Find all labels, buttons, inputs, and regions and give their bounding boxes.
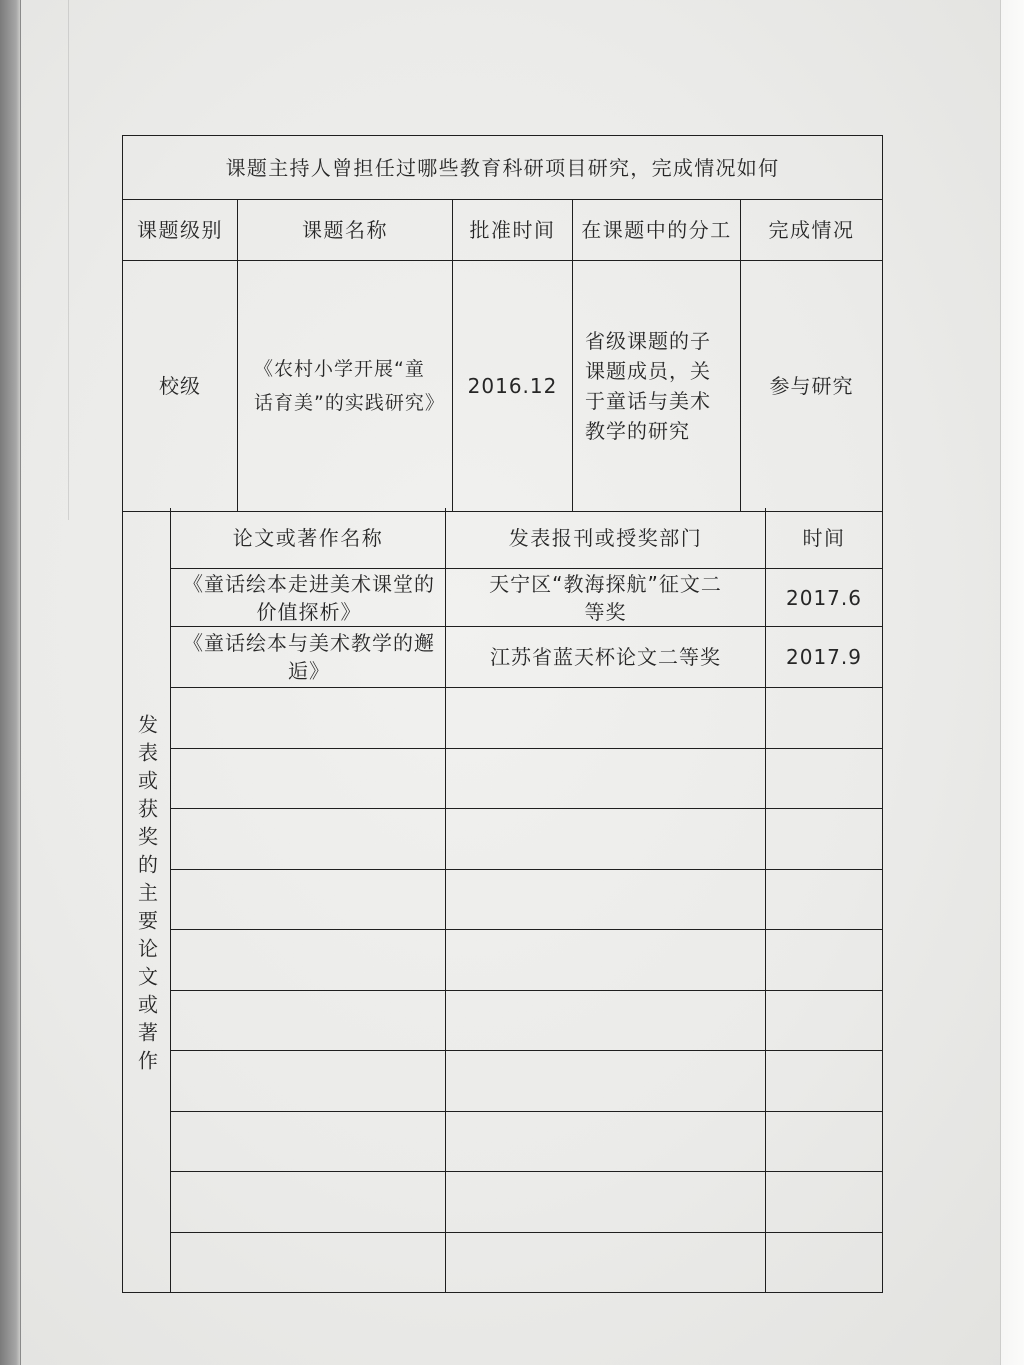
header-level: 课题级别 bbox=[123, 200, 238, 261]
empty-date-cell bbox=[766, 1232, 883, 1293]
header-paper-title: 论文或著作名称 bbox=[171, 508, 446, 569]
project-status: 参与研究 bbox=[741, 261, 883, 512]
empty-publisher-cell bbox=[446, 1172, 766, 1233]
empty-title-cell bbox=[171, 1172, 446, 1233]
empty-date-cell bbox=[766, 930, 883, 991]
paper-row-empty bbox=[123, 688, 883, 749]
empty-publisher-cell bbox=[446, 869, 766, 930]
paper-row bbox=[123, 569, 883, 627]
paper-row-empty bbox=[123, 869, 883, 930]
empty-title-cell bbox=[171, 990, 446, 1051]
header-approved: 批准时间 bbox=[453, 200, 573, 261]
paper-row-empty bbox=[123, 930, 883, 991]
paper-row bbox=[123, 627, 883, 688]
paper-title: 《童话绘本走进美术课堂的价值探析》 bbox=[171, 569, 446, 627]
empty-title-cell bbox=[171, 1111, 446, 1172]
folder-edge bbox=[0, 0, 21, 1365]
papers-table bbox=[122, 508, 883, 1293]
empty-publisher-cell bbox=[446, 990, 766, 1051]
paper-publisher: 天宁区“教海探航”征文二等奖 bbox=[446, 569, 766, 627]
empty-date-cell bbox=[766, 869, 883, 930]
empty-date-cell bbox=[766, 748, 883, 809]
paper-row-empty bbox=[123, 990, 883, 1051]
papers-section-label-text: 发表或获奖的主要论文或著作 bbox=[134, 714, 159, 1078]
empty-publisher-cell bbox=[446, 688, 766, 749]
paper-publisher: 江苏省蓝天杯论文二等奖 bbox=[446, 627, 766, 688]
projects-header-row bbox=[123, 200, 883, 261]
empty-title-cell bbox=[171, 1051, 446, 1112]
paper-row-empty bbox=[123, 809, 883, 870]
empty-publisher-cell bbox=[446, 1111, 766, 1172]
empty-date-cell bbox=[766, 1051, 883, 1112]
empty-publisher-cell bbox=[446, 1232, 766, 1293]
header-date: 时间 bbox=[766, 508, 883, 569]
paper-row-empty bbox=[123, 1172, 883, 1233]
papers-section-label bbox=[123, 508, 171, 1293]
empty-title-cell bbox=[171, 688, 446, 749]
empty-date-cell bbox=[766, 809, 883, 870]
empty-date-cell bbox=[766, 688, 883, 749]
project-level: 校级 bbox=[123, 261, 238, 512]
header-role: 在课题中的分工 bbox=[573, 200, 741, 261]
header-status: 完成情况 bbox=[741, 200, 883, 261]
empty-publisher-cell bbox=[446, 1051, 766, 1112]
under-sheet-edge bbox=[68, 0, 69, 520]
empty-title-cell bbox=[171, 748, 446, 809]
section-title: 课题主持人曾担任过哪些教育科研项目研究，完成情况如何 bbox=[123, 136, 883, 200]
paper-title: 《童话绘本与美术教学的邂逅》 bbox=[171, 627, 446, 688]
header-name: 课题名称 bbox=[238, 200, 453, 261]
project-role: 省级课题的子课题成员，关于童话与美术教学的研究 bbox=[573, 261, 741, 512]
next-page-edge bbox=[1000, 0, 1024, 1365]
project-name: 《农村小学开展“童话育美”的实践研究》 bbox=[238, 261, 453, 512]
empty-title-cell bbox=[171, 869, 446, 930]
paper-row-empty bbox=[123, 1232, 883, 1293]
empty-date-cell bbox=[766, 1111, 883, 1172]
project-approved: 2016.12 bbox=[453, 261, 573, 512]
paper-date: 2017.9 bbox=[766, 627, 883, 688]
empty-title-cell bbox=[171, 809, 446, 870]
header-publisher: 发表报刊或授奖部门 bbox=[446, 508, 766, 569]
empty-date-cell bbox=[766, 990, 883, 1051]
research-projects-table bbox=[122, 135, 883, 512]
empty-publisher-cell bbox=[446, 748, 766, 809]
papers-header-row bbox=[123, 508, 883, 569]
empty-date-cell bbox=[766, 1172, 883, 1233]
project-row bbox=[123, 261, 883, 512]
empty-publisher-cell bbox=[446, 930, 766, 991]
paper-row-empty bbox=[123, 1051, 883, 1112]
paper-date: 2017.6 bbox=[766, 569, 883, 627]
section-title-row bbox=[123, 136, 883, 200]
empty-title-cell bbox=[171, 930, 446, 991]
paper-row-empty bbox=[123, 1111, 883, 1172]
empty-title-cell bbox=[171, 1232, 446, 1293]
empty-publisher-cell bbox=[446, 809, 766, 870]
paper-row-empty bbox=[123, 748, 883, 809]
